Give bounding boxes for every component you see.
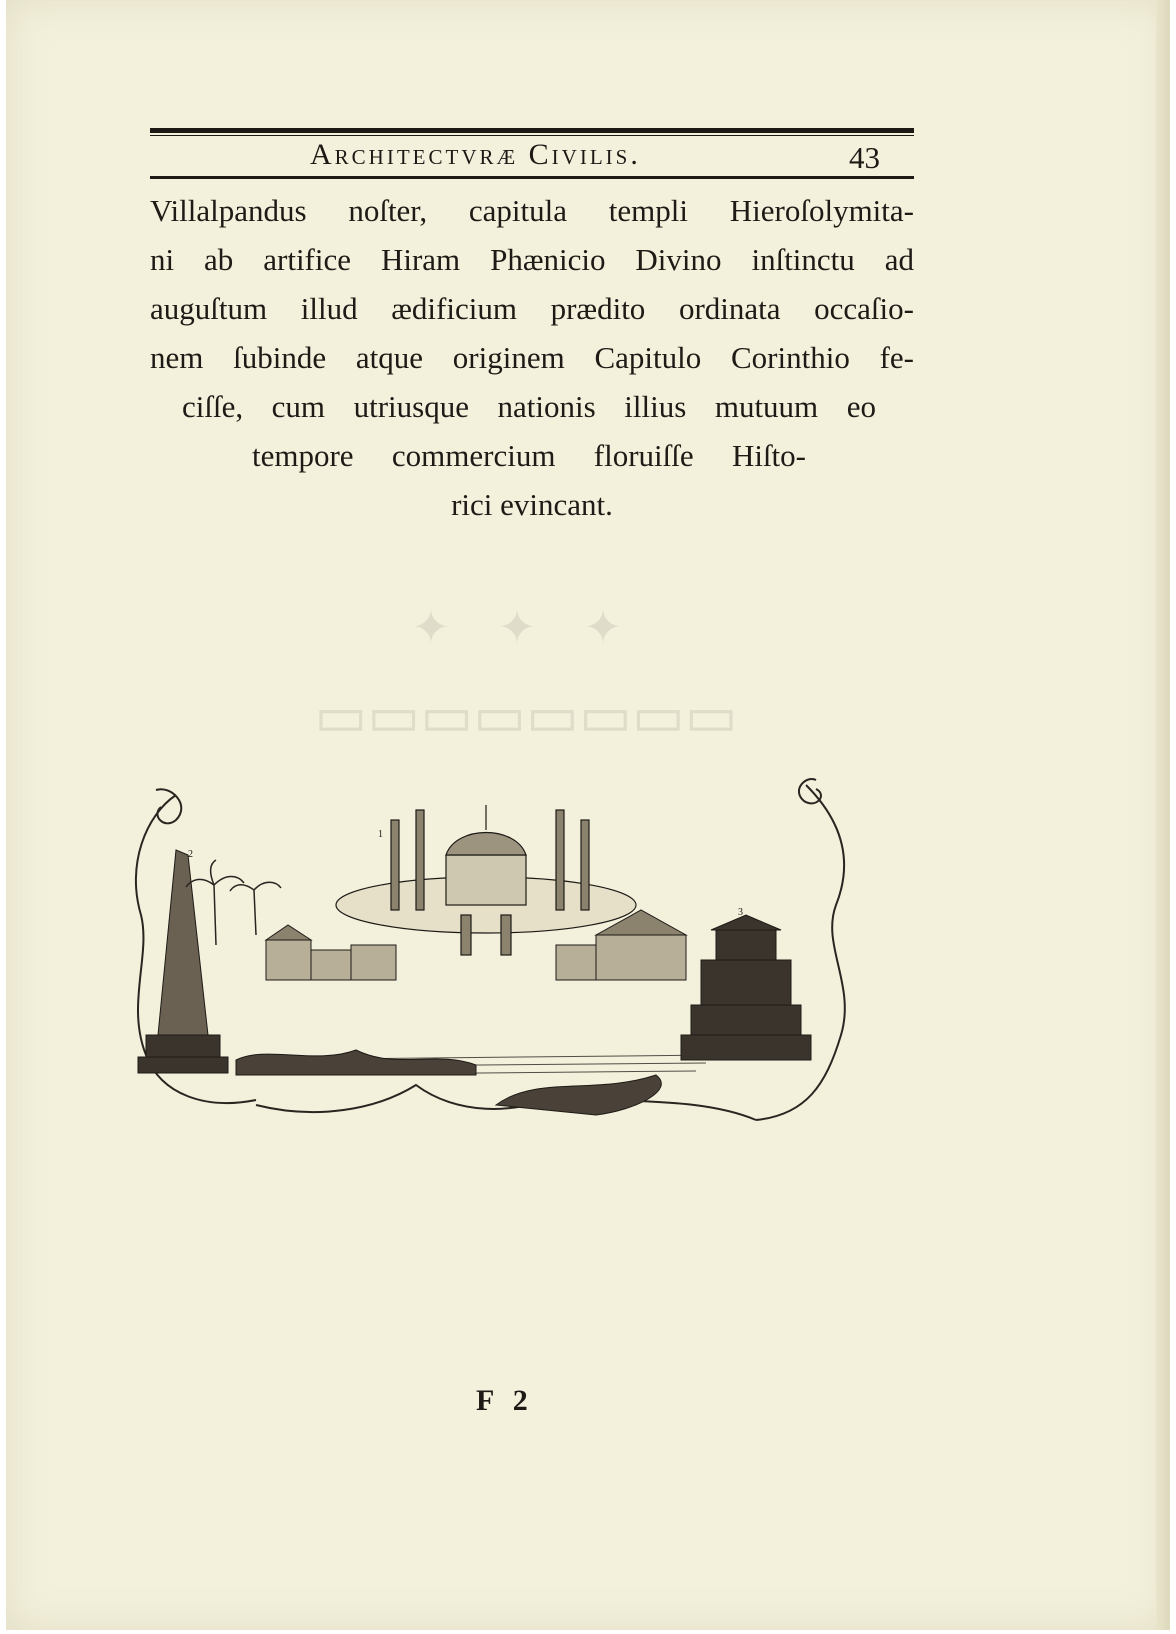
page-edge (1156, 0, 1170, 1630)
text-line: ciſſe, cum utriusque nationis illius mutuum eo (182, 389, 876, 424)
header-rule-top (150, 128, 914, 133)
page-number: 43 (849, 140, 880, 175)
body-text (150, 186, 914, 529)
palm-trees (186, 860, 281, 945)
text-line: ni ab artifice Hiram Phænicio Divino inſtinctu ad (150, 242, 914, 277)
text-line: rici evincant. (451, 487, 613, 522)
left-buildings (266, 925, 396, 980)
foliage (236, 1050, 661, 1115)
label-3: 3 (738, 907, 743, 918)
engraving-illustration (116, 775, 896, 1145)
text-line: Villalpandus noſter, capitula templi Hieroſolymita- (150, 193, 914, 228)
running-head (150, 134, 914, 176)
label-1: 1 (378, 829, 383, 840)
header-rule-bottom (150, 176, 914, 179)
altar-monument (681, 915, 811, 1060)
text-line: auguſtum illud ædificium prædito ordinata occaſio- (150, 291, 914, 326)
signature-mark: F 2 (476, 1384, 534, 1417)
running-title: Architectvræ Civilis. (310, 138, 641, 171)
label-2: 2 (188, 849, 193, 860)
text-line: tempore commercium floruiſſe Hiſto- (252, 438, 806, 473)
obelisk (138, 850, 228, 1073)
book-page (6, 0, 1170, 1630)
text-line: nem ſubinde atque originem Capitulo Corinthio fe- (150, 340, 914, 375)
show-through-bleed: ✦ ✦ ✦ ▭▭▭▭▭▭▭▭ (314, 602, 738, 748)
central-temple (336, 805, 636, 955)
